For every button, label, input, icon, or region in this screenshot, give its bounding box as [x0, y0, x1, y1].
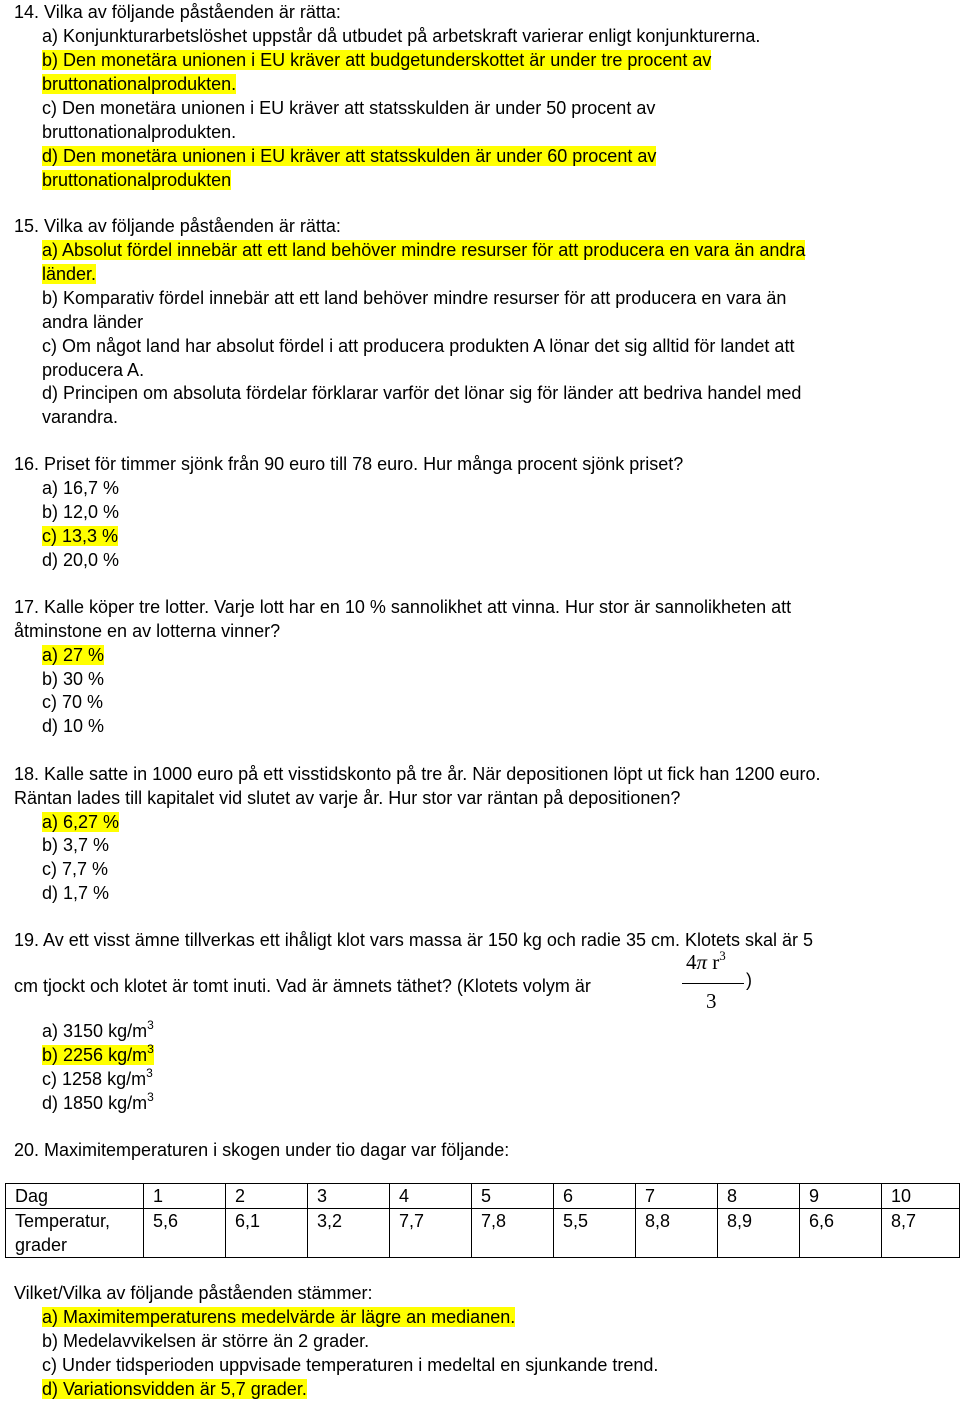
- closing-paren: ): [746, 970, 752, 990]
- q20-option-d: d) Variationsvidden är 5,7 grader.: [42, 1379, 307, 1399]
- temp-cell: 3,2: [308, 1209, 390, 1258]
- temp-cell: 5,6: [144, 1209, 226, 1258]
- q15-option-d-line1: d) Principen om absoluta fördelar förklarar varför det lönar sig för länder att bedriva handel med: [42, 383, 802, 403]
- q20-title: 20. Maximitemperaturen i skogen under tio dagar var följande:: [14, 1140, 510, 1160]
- q19-option-d: d) 1850 $kg/m^3$: [42, 1090, 154, 1113]
- q14-title: 14. Vilka av följande påståenden är rätta:: [14, 2, 341, 22]
- q15-title: 15. Vilka av följande påståenden är rätta:: [14, 216, 341, 236]
- temp-cell: 6,1: [226, 1209, 308, 1258]
- temp-cell: 5,5: [554, 1209, 636, 1258]
- q16-option-c: c) 13,3 %: [42, 526, 119, 546]
- day-cell: 10: [882, 1184, 960, 1209]
- q14-option-b-line1: b) Den monetära unionen i EU kräver att budgetunderskottet är under tre procent av: [42, 50, 712, 70]
- q15-option-a-line1: a) Absolut fördel innebär att ett land behöver mindre resurser för att producera en vara än andra: [42, 240, 806, 260]
- q16-option-d: d) 20,0 %: [42, 550, 120, 570]
- q18-option-b: b) 3,7 %: [42, 835, 110, 855]
- q15-option-c-line2: producera A.: [42, 360, 145, 380]
- day-cell: 9: [800, 1184, 882, 1209]
- day-cell: 3: [308, 1184, 390, 1209]
- day-cell: 7: [636, 1184, 718, 1209]
- q18-title-line2: Räntan lades till kapitalet vid slutet av varje år. Hur stor var räntan på depositionen?: [14, 788, 681, 808]
- q15-option-a-line2: länder.: [42, 264, 97, 284]
- q17-title-line1: 17. Kalle köper tre lotter. Varje lott har en 10 % sannolikhet att vinna. Hur stor är sannolikheten att: [14, 597, 792, 617]
- formula-denominator: 3: [706, 989, 717, 1013]
- q15-option-d-line2: varandra.: [42, 407, 119, 427]
- table-row-days: [6, 1184, 960, 1209]
- q17-option-d: d) 10 %: [42, 716, 105, 736]
- q20-option-a: a) Maximitemperaturens medelvärde är lägre an medianen.: [42, 1307, 516, 1327]
- day-cell: 6: [554, 1184, 636, 1209]
- day-cell: 2: [226, 1184, 308, 1209]
- q14-option-b-line2: bruttonationalprodukten.: [42, 74, 237, 94]
- q20-prompt: Vilket/Vilka av följande påståenden stämmer:: [14, 1283, 373, 1303]
- formula-numerator: 4π $r^3$: [686, 948, 726, 974]
- q14-option-d-line1: d) Den monetära unionen i EU kräver att statsskulden är under 60 procent av: [42, 146, 657, 166]
- q16-title: 16. Priset för timmer sjönk från 90 euro till 78 euro. Hur många procent sjönk priset?: [14, 454, 684, 474]
- fraction-bar: [682, 983, 744, 984]
- q17-option-b: b) 30 %: [42, 669, 105, 689]
- q14-option-c-line1: c) Den monetära unionen i EU kräver att statsskulden är under 50 procent av: [42, 98, 656, 118]
- day-cell: 1: [144, 1184, 226, 1209]
- day-cell: 8: [718, 1184, 800, 1209]
- day-cell: 5: [472, 1184, 554, 1209]
- q18-option-a: a) 6,27 %: [42, 812, 120, 832]
- q14-option-d-line2: bruttonationalprodukten: [42, 170, 232, 190]
- q17-option-a: a) 27 %: [42, 645, 105, 665]
- table-row-temperatures: [6, 1209, 960, 1258]
- temperature-table: [5, 1183, 960, 1258]
- q18-option-d: d) 1,7 %: [42, 883, 110, 903]
- day-cell: 4: [390, 1184, 472, 1209]
- q15-option-b-line2: andra länder: [42, 312, 144, 332]
- q19-option-a: a) 3150 $kg/m^3$: [42, 1018, 154, 1041]
- q14-option-c-line2: bruttonationalprodukten.: [42, 122, 237, 142]
- q15-option-b-line1: b) Komparativ fördel innebär att ett land behöver mindre resurser för att producera en vara än: [42, 288, 787, 308]
- temp-cell: 7,7: [390, 1209, 472, 1258]
- q16-option-b: b) 12,0 %: [42, 502, 120, 522]
- temp-cell: 7,8: [472, 1209, 554, 1258]
- q16-option-a: a) 16,7 %: [42, 478, 120, 498]
- sphere-volume-formula: [676, 950, 756, 1018]
- row-label-temperature: Temperatur, grader: [6, 1209, 144, 1258]
- q17-option-c: c) 70 %: [42, 692, 104, 712]
- q20-option-c: c) Under tidsperioden uppvisade temperaturen i medeltal en sjunkande trend.: [42, 1355, 659, 1375]
- temp-cell: 8,8: [636, 1209, 718, 1258]
- temp-cell: 8,9: [718, 1209, 800, 1258]
- q19-title-line1: 19. Av ett visst ämne tillverkas ett ihåligt klot vars massa är 150 kg och radie 35 cm. Klotets skal är 5: [14, 930, 814, 950]
- q20-option-b: b) Medelavvikelsen är större än 2 grader.: [42, 1331, 370, 1351]
- q15-option-c-line1: c) Om något land har absolut fördel i att producera produkten A lönar det sig alltid för landet att: [42, 336, 795, 356]
- temp-cell: 8,7: [882, 1209, 960, 1258]
- q18-title-line1: 18. Kalle satte in 1000 euro på ett visstidskonto på tre år. När depositionen löpt ut fick han 1200 euro.: [14, 764, 821, 784]
- row-label-day: Dag: [6, 1184, 144, 1209]
- q19-option-c: c) 1258 $kg/m^3$: [42, 1066, 153, 1089]
- q18-option-c: c) 7,7 %: [42, 859, 109, 879]
- q19-title-line2: cm tjockt och klotet är tomt inuti. Vad är ämnets täthet? (Klotets volym är: [14, 976, 591, 996]
- q14-option-a: a) Konjunkturarbetslöshet uppstår då utbudet på arbetskraft varierar enligt konjunkturerna.: [42, 26, 761, 46]
- q19-option-b: b) 2256 $kg/m^3$: [42, 1042, 154, 1065]
- q17-title-line2: åtminstone en av lotterna vinner?: [14, 621, 281, 641]
- temp-cell: 6,6: [800, 1209, 882, 1258]
